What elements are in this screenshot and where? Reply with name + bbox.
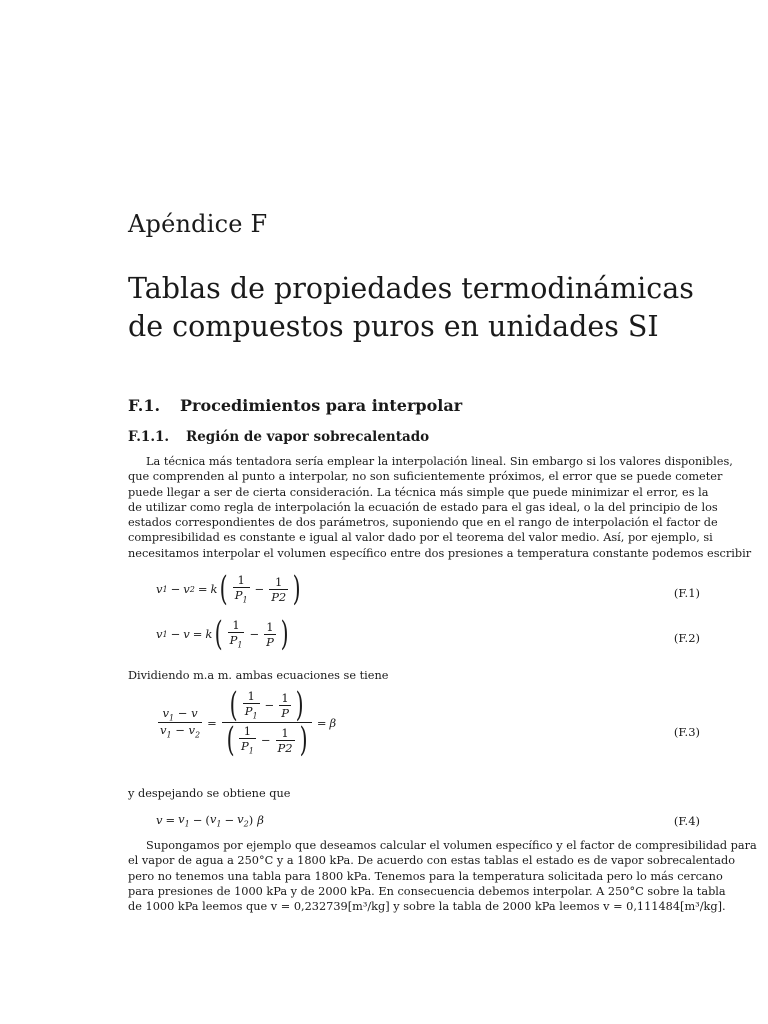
appendix-label: Apéndice F xyxy=(128,210,268,238)
paragraph-line: de utilizar como regla de interpolación la ecuación de estado para el gas ideal, o la del principio de los xyxy=(128,500,718,514)
paragraph-line: de 1000 kPa leemos que v = 0,232739[m³/kg] y sobre la tabla de 2000 kPa leemos v = 0,111484[m³/kg]. xyxy=(128,900,726,914)
equation-body: v 1 − v 2 = k ( $\frac{1}{P_1}$ − $\frac{1}{P2}$ ) xyxy=(156,569,301,609)
equation-body: v 1 − v = k ( $\frac{1}{P_1}$ − $\frac{1}{P}$ ) xyxy=(156,614,289,654)
paragraph-solving: y despejando se obtiene que xyxy=(128,787,291,800)
subsection-number: F.1.1. xyxy=(128,429,170,445)
subsection-heading xyxy=(128,429,429,445)
paragraph-example xyxy=(128,838,757,914)
subsection-title: Región de vapor sobrecalentado xyxy=(186,429,430,445)
equation-f4 xyxy=(128,808,700,834)
paragraph-line: puede llegar a ser de cierta consideración. La técnica más simple que puede minimizar el error, es la xyxy=(128,485,709,499)
document-page xyxy=(128,0,757,1024)
equation-label: (F.3) xyxy=(673,725,700,739)
paragraph-dividing: Dividiendo m.a m. ambas ecuaciones se tiene xyxy=(128,669,389,682)
equation-f2 xyxy=(128,614,700,661)
equation-body: v = $v_1$ − ( $v_1$ − $v_2$ ) β xyxy=(156,812,264,829)
section-title: Procedimientos para interpolar xyxy=(180,396,463,415)
paragraph-line: La técnica más tentadora sería emplear la interpolación lineal. Sin embargo si los valores disponibles, xyxy=(146,455,733,468)
paragraph-line: para presiones de 1000 kPa y de 2000 kPa. En consecuencia debemos interpolar. A 250°C sobre la tabla xyxy=(128,884,726,898)
section-number: F.1. xyxy=(128,396,161,415)
equation-f3 xyxy=(128,685,700,778)
equation-label: (F.4) xyxy=(673,814,700,828)
equation-body: $\frac{v_1 - v}{v_1 - v_2}$ = ( $\frac{1}{P_1}$ − $\frac{1}{P}$ ) ( $\frac{1}{P_1}$ − $\frac{1}{P2}$ ) = β xyxy=(160,685,337,760)
equation-label: (F.2) xyxy=(673,631,700,645)
paragraph-line: compresibilidad es constante e igual al valor dado por el teorema del valor medio. Así, por ejemplo, si xyxy=(128,531,713,545)
chapter-title: Tablas de propiedades termodinámicas de compuestos puros en unidades SI xyxy=(128,272,694,343)
paragraph-line: pero no tenemos una tabla para 1800 kPa. Tenemos para la temperatura solicitada pero lo más cercano xyxy=(128,869,723,883)
paragraph-line: Supongamos por ejemplo que deseamos calcular el volumen específico y el factor de compresibilidad para xyxy=(146,839,757,852)
paragraph-line: que comprenden al punto a interpolar, no son suficientemente próximos, el error que se puede cometer xyxy=(128,470,723,484)
equation-f1 xyxy=(128,569,700,616)
paragraph-line: el vapor de agua a 250°C y a 1800 kPa. De acuerdo con estas tablas el estado es de vapor sobrecalentado xyxy=(128,854,735,868)
paragraph-line: necesitamos interpolar el volumen específico entre dos presiones a temperatura constante podemos escribir xyxy=(128,546,752,560)
section-heading xyxy=(128,396,462,415)
equation-label: (F.1) xyxy=(673,586,700,600)
paragraph-intro xyxy=(128,454,752,561)
paragraph-line: estados correspondientes de dos parámetros, suponiendo que en el rango de interpolación el factor de xyxy=(128,516,718,530)
